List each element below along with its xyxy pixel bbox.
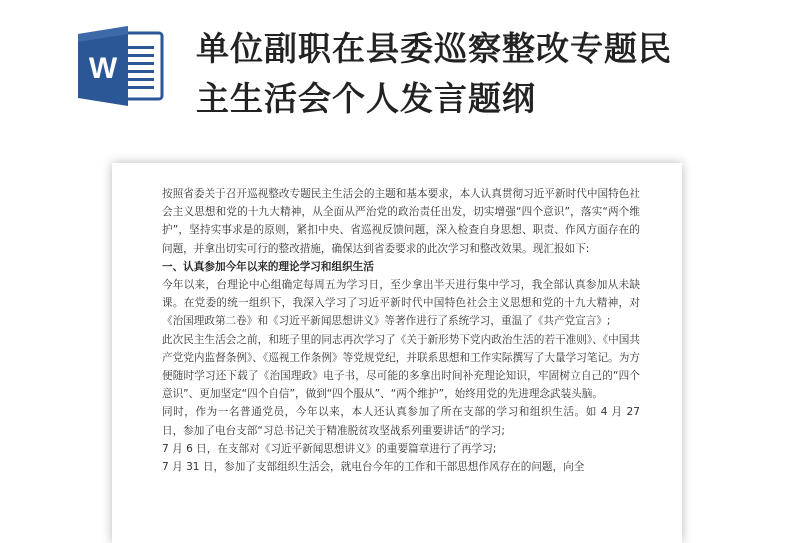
word-document-icon	[76, 24, 166, 108]
document-page	[112, 163, 682, 543]
title-line-1: 单位副职在县委巡察整改专题民	[196, 29, 672, 68]
paragraph-july-31: 7 月 31 日，参加了支部组织生活会，就电台今年的工作和干部思想作风存在的问题，向全	[162, 461, 585, 474]
word-icon-letter: W	[88, 52, 118, 85]
page-title	[196, 24, 776, 124]
header	[0, 0, 800, 150]
title-line-2: 主生活会个人发言题纲	[196, 79, 536, 118]
document-body	[162, 185, 640, 476]
paragraph-july-6: 7 月 6 日，在支部对《习近平新闻思想讲义》的重要篇章进行了再学习;	[162, 442, 497, 455]
paragraph-study: 今年以来，台理论中心组确定每周五为学习日，至少拿出半天进行集中学习，我全部认真参加从未缺课。在党委的统一组织下，我深入学习了习近平新时代中国特色社会主义思想和党的十九大精神，对《治国理政第二卷》和《习近平新闻思想讲义》等著作进行了系统学习，重温了《共产党宣言》;	[162, 279, 640, 328]
paragraph-preparation: 此次民主生活会之前，和班子里的同志再次学习了《关于新形势下党内政治生活的若干准则》、《中国共产党党内监督条例》、《巡视工作条例》等党规党纪，并联系思想和工作实际撰写了大量学习笔记。为方便随时学习还下载了《治国理政》电子书，尽可能的多拿出时间补充理论知识，牢固树立自己的“四个意识”、更加坚定“四个自信”，做到“四个服从”、“两个维护”，始终用党的先进理念武装头脑。	[162, 333, 640, 401]
section-heading-1: 一、认真参加今年以来的理论学习和组织生活	[162, 260, 374, 273]
paragraph-branch-activities: 同时，作为一名普通党员，今年以来，本人还认真参加了所在支部的学习和组织生活。如 4 月 27 日，参加了电台支部“习总书记关于精准脱贫攻坚战系列重要讲话”的学习;	[162, 406, 640, 437]
paragraph-intro: 按照省委关于召开巡视整改专题民主生活会的主题和基本要求，本人认真贯彻习近平新时代中国特色社会主义思想和党的十九大精神，从全面从严治党的政治责任出发，切实增强“四个意识”，落实“两个维护”，坚持实事求是的原则，紧扣中央、省巡视反馈问题，深入检查自身思想、职责、作风方面存在的问题，并拿出切实可行的整改措施，确保达到省委要求的此次学习和整改效果。现汇报如下:	[162, 188, 640, 255]
